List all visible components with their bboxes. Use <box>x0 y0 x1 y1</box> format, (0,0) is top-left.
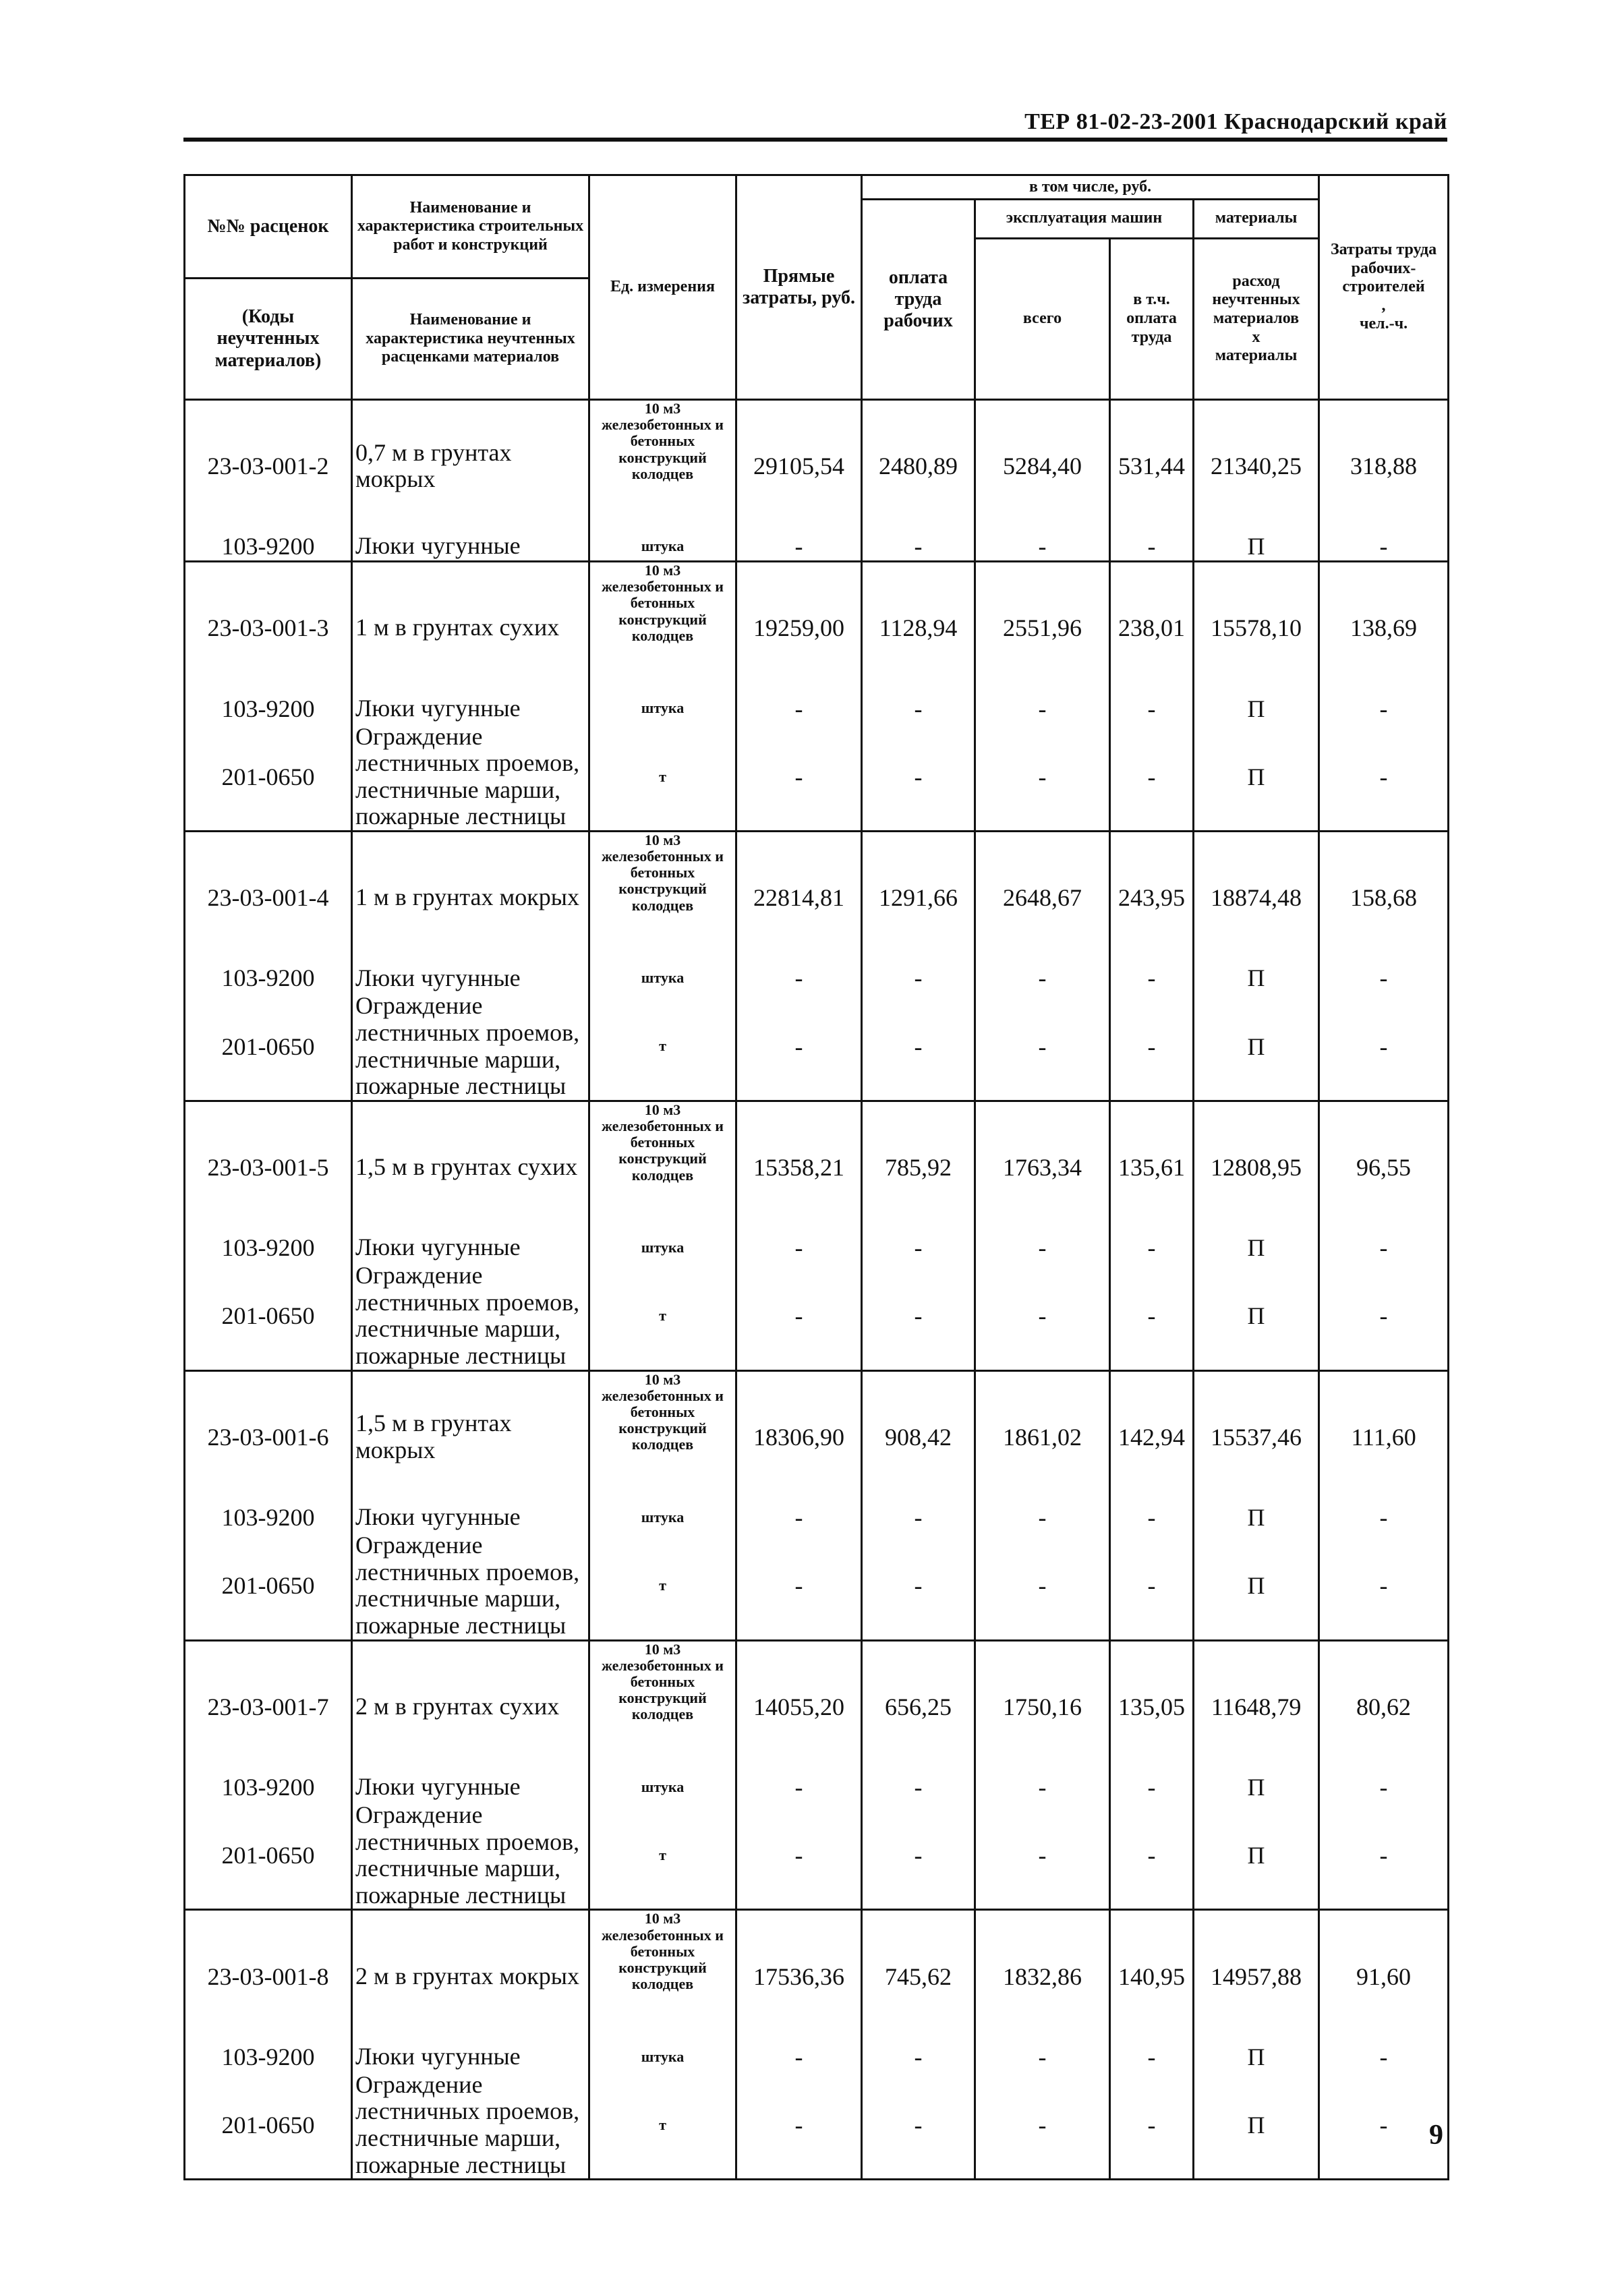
labor-cost: - <box>862 1532 975 1640</box>
direct-cost: - <box>736 724 862 832</box>
rate-code: 23-03-001-5 <box>185 1101 352 1233</box>
worker-hours: - <box>1319 1262 1449 1370</box>
header-name: Наименование и характеристика строительных работ и конструкций <box>352 175 589 279</box>
worker-hours: 91,60 <box>1319 1910 1449 2042</box>
material-cost: П <box>1194 532 1319 562</box>
labor-cost: 1128,94 <box>862 562 975 694</box>
rate-unit: 10 м3 железобетонных и бетонных конструкций колодцев <box>589 831 736 963</box>
machine-cost: - <box>975 1532 1110 1640</box>
labor-cost: 745,62 <box>862 1910 975 2042</box>
worker-hours: - <box>1319 1532 1449 1640</box>
rate-code: 23-03-001-8 <box>185 1910 352 2042</box>
material-cost: П <box>1194 2042 1319 2072</box>
rate-name: Ограждение лестничных проемов, лестничные марши, пожарные лестницы <box>352 993 589 1101</box>
direct-cost: 14055,20 <box>736 1640 862 1772</box>
machine-labor-cost: 142,94 <box>1110 1370 1194 1503</box>
material-cost: П <box>1194 1802 1319 1910</box>
header-incl: в том числе, руб. <box>862 175 1319 200</box>
material-cost: П <box>1194 1532 1319 1640</box>
direct-cost: - <box>736 694 862 724</box>
machine-cost: - <box>975 1233 1110 1262</box>
labor-cost: - <box>862 1233 975 1262</box>
material-row <box>185 1802 1449 1910</box>
machine-labor-cost: - <box>1110 2072 1194 2180</box>
rate-code: 103-9200 <box>185 2042 352 2072</box>
material-row <box>185 1532 1449 1640</box>
labor-cost: - <box>862 1503 975 1532</box>
rate-unit: 10 м3 железобетонных и бетонных конструкций колодцев <box>589 400 736 532</box>
rate-unit: 10 м3 железобетонных и бетонных конструкций колодцев <box>589 1910 736 2042</box>
header-rule <box>183 138 1447 142</box>
header-code-sub: (Коды неучтенных материалов) <box>185 279 352 400</box>
machine-labor-cost: 135,05 <box>1110 1640 1194 1772</box>
rate-unit: т <box>589 1802 736 1910</box>
machine-cost: - <box>975 993 1110 1101</box>
rate-unit: штука <box>589 2042 736 2072</box>
material-row <box>185 1772 1449 1802</box>
labor-cost: - <box>862 2042 975 2072</box>
direct-cost: - <box>736 993 862 1101</box>
worker-hours: - <box>1319 532 1449 562</box>
rate-code: 201-0650 <box>185 724 352 832</box>
machine-labor-cost: - <box>1110 1233 1194 1262</box>
machine-cost: 2648,67 <box>975 831 1110 963</box>
material-cost: 11648,79 <box>1194 1640 1319 1772</box>
header-name-sub: Наименование и характеристика неучтенных расценками материалов <box>352 279 589 400</box>
header-materials-sub <box>1194 238 1319 400</box>
material-cost: 18874,48 <box>1194 831 1319 963</box>
machine-labor-cost: 531,44 <box>1110 400 1194 532</box>
machine-labor-cost: - <box>1110 993 1194 1101</box>
rates-table <box>183 174 1449 2180</box>
rate-unit: штука <box>589 1233 736 1262</box>
rate-name: Люки чугунные <box>352 963 589 993</box>
page-number: 9 <box>1429 2120 1443 2151</box>
machine-cost: 2551,96 <box>975 562 1110 694</box>
labor-cost: - <box>862 993 975 1101</box>
direct-cost: 19259,00 <box>736 562 862 694</box>
rate-code: 23-03-001-6 <box>185 1370 352 1503</box>
machine-labor-cost: - <box>1110 1532 1194 1640</box>
material-cost: П <box>1194 724 1319 832</box>
rate-unit: т <box>589 724 736 832</box>
header-materials-sub-label: расход неучтенных материалов <box>1212 272 1300 327</box>
rate-name: 1 м в грунтах сухих <box>352 562 589 694</box>
document-header: ТЕР 81-02-23-2001 Краснодарский край <box>1024 109 1447 134</box>
worker-hours: - <box>1319 1503 1449 1532</box>
material-cost: 15537,46 <box>1194 1370 1319 1503</box>
direct-cost: 15358,21 <box>736 1101 862 1233</box>
rate-name: 2 м в грунтах сухих <box>352 1640 589 1772</box>
rate-unit: штука <box>589 1503 736 1532</box>
direct-cost: - <box>736 1503 862 1532</box>
rate-name: Ограждение лестничных проемов, лестничные марши, пожарные лестницы <box>352 724 589 832</box>
material-cost: 15578,10 <box>1194 562 1319 694</box>
worker-hours: - <box>1319 1802 1449 1910</box>
rate-code: 201-0650 <box>185 2072 352 2180</box>
direct-cost: - <box>736 1262 862 1370</box>
material-cost: П <box>1194 963 1319 993</box>
rate-code: 103-9200 <box>185 694 352 724</box>
rate-name: 1,5 м в грунтах сухих <box>352 1101 589 1233</box>
rate-row <box>185 562 1449 694</box>
direct-cost: - <box>736 1233 862 1262</box>
machine-labor-cost: - <box>1110 2042 1194 2072</box>
rate-code: 23-03-001-3 <box>185 562 352 694</box>
header-materials-label-2: материалы <box>1215 347 1298 365</box>
worker-hours: - <box>1319 963 1449 993</box>
rate-unit: штука <box>589 532 736 562</box>
machine-cost: 5284,40 <box>975 400 1110 532</box>
rate-row <box>185 831 1449 963</box>
rate-code: 23-03-001-2 <box>185 400 352 532</box>
material-row <box>185 724 1449 832</box>
machine-cost: - <box>975 1772 1110 1802</box>
machine-cost: 1763,34 <box>975 1101 1110 1233</box>
rate-row <box>185 1370 1449 1503</box>
worker-hours: 80,62 <box>1319 1640 1449 1772</box>
material-row <box>185 963 1449 993</box>
header-materials: материалы <box>1194 200 1319 239</box>
machine-labor-cost: - <box>1110 1503 1194 1532</box>
direct-cost: - <box>736 2072 862 2180</box>
rate-name: Люки чугунные <box>352 1772 589 1802</box>
worker-hours: - <box>1319 2042 1449 2072</box>
rate-code: 103-9200 <box>185 1772 352 1802</box>
machine-cost: 1861,02 <box>975 1370 1110 1503</box>
header-unit: Ед. измерения <box>589 175 736 400</box>
machine-cost: - <box>975 694 1110 724</box>
material-row <box>185 993 1449 1101</box>
direct-cost: - <box>736 1802 862 1910</box>
machine-labor-cost: - <box>1110 1262 1194 1370</box>
direct-cost: 22814,81 <box>736 831 862 963</box>
material-cost: П <box>1194 1772 1319 1802</box>
header-labor: оплата труда рабочих <box>862 200 975 400</box>
labor-cost: - <box>862 1772 975 1802</box>
rate-code: 23-03-001-7 <box>185 1640 352 1772</box>
worker-hours: 138,69 <box>1319 562 1449 694</box>
material-row <box>185 2042 1449 2072</box>
machine-labor-cost: 140,95 <box>1110 1910 1194 2042</box>
direct-cost: 18306,90 <box>736 1370 862 1503</box>
rate-name: Люки чугунные <box>352 694 589 724</box>
rate-name: Ограждение лестничных проемов, лестничные марши, пожарные лестницы <box>352 1532 589 1640</box>
direct-cost: - <box>736 1772 862 1802</box>
worker-hours: 96,55 <box>1319 1101 1449 1233</box>
header-machines-labor: в т.ч. оплата труда <box>1110 238 1194 400</box>
machine-labor-cost: - <box>1110 1802 1194 1910</box>
rate-name: Ограждение лестничных проемов, лестничные марши, пожарные лестницы <box>352 1262 589 1370</box>
material-cost: П <box>1194 1262 1319 1370</box>
direct-cost: 17536,36 <box>736 1910 862 2042</box>
machine-cost: - <box>975 724 1110 832</box>
material-cost: П <box>1194 1233 1319 1262</box>
material-cost: 14957,88 <box>1194 1910 1319 2042</box>
rate-code: 103-9200 <box>185 963 352 993</box>
machine-cost: - <box>975 2072 1110 2180</box>
machine-cost: 1750,16 <box>975 1640 1110 1772</box>
worker-hours: - <box>1319 2072 1449 2180</box>
rate-code: 103-9200 <box>185 1233 352 1262</box>
rate-unit: штука <box>589 1772 736 1802</box>
worker-hours: - <box>1319 993 1449 1101</box>
direct-cost: - <box>736 1532 862 1640</box>
labor-cost: - <box>862 963 975 993</box>
material-cost: 12808,95 <box>1194 1101 1319 1233</box>
worker-hours: - <box>1319 724 1449 832</box>
machine-cost: - <box>975 2042 1110 2072</box>
rate-code: 201-0650 <box>185 1262 352 1370</box>
rate-unit: т <box>589 1532 736 1640</box>
rate-name: Ограждение лестничных проемов, лестничные марши, пожарные лестницы <box>352 1802 589 1910</box>
material-row <box>185 2072 1449 2180</box>
rate-code: 201-0650 <box>185 993 352 1101</box>
direct-cost: - <box>736 2042 862 2072</box>
material-row <box>185 1503 1449 1532</box>
header-code: №№ расценок <box>185 175 352 279</box>
machine-cost: 1832,86 <box>975 1910 1110 2042</box>
direct-cost: - <box>736 963 862 993</box>
material-cost: П <box>1194 993 1319 1101</box>
material-cost: П <box>1194 2072 1319 2180</box>
rate-unit: 10 м3 железобетонных и бетонных конструкций колодцев <box>589 1640 736 1772</box>
material-cost: 21340,25 <box>1194 400 1319 532</box>
machine-labor-cost: - <box>1110 963 1194 993</box>
material-cost: П <box>1194 1503 1319 1532</box>
material-row <box>185 1262 1449 1370</box>
rate-unit: т <box>589 2072 736 2180</box>
machine-labor-cost: - <box>1110 532 1194 562</box>
rate-code: 103-9200 <box>185 532 352 562</box>
rate-row <box>185 1101 1449 1233</box>
header-materials-x: х <box>1252 328 1260 346</box>
worker-hours: - <box>1319 1233 1449 1262</box>
machine-cost: - <box>975 1262 1110 1370</box>
worker-hours: - <box>1319 1772 1449 1802</box>
machine-labor-cost: 135,61 <box>1110 1101 1194 1233</box>
direct-cost: 29105,54 <box>736 400 862 532</box>
rate-name: Люки чугунные <box>352 1233 589 1262</box>
material-cost: П <box>1194 694 1319 724</box>
header-workers-unit: чел.-ч. <box>1359 315 1408 333</box>
labor-cost: 2480,89 <box>862 400 975 532</box>
machine-labor-cost: 243,95 <box>1110 831 1194 963</box>
rate-unit: 10 м3 железобетонных и бетонных конструкций колодцев <box>589 1370 736 1503</box>
material-row <box>185 532 1449 562</box>
labor-cost: 1291,66 <box>862 831 975 963</box>
rate-name: 1,5 м в грунтах мокрых <box>352 1370 589 1503</box>
labor-cost: - <box>862 532 975 562</box>
rate-unit: т <box>589 1262 736 1370</box>
machine-labor-cost: - <box>1110 694 1194 724</box>
machine-cost: - <box>975 532 1110 562</box>
worker-hours: 111,60 <box>1319 1370 1449 1503</box>
labor-cost: - <box>862 694 975 724</box>
labor-cost: - <box>862 1262 975 1370</box>
header-workers-label: Затраты труда рабочих-строителей <box>1330 241 1437 296</box>
labor-cost: - <box>862 1802 975 1910</box>
rate-row <box>185 1640 1449 1772</box>
direct-cost: - <box>736 532 862 562</box>
labor-cost: 908,42 <box>862 1370 975 1503</box>
rate-unit: 10 м3 железобетонных и бетонных конструкций колодцев <box>589 562 736 694</box>
rate-unit: 10 м3 железобетонных и бетонных конструкций колодцев <box>589 1101 736 1233</box>
machine-cost: - <box>975 1503 1110 1532</box>
rate-code: 201-0650 <box>185 1802 352 1910</box>
rate-name: Люки чугунные <box>352 532 589 562</box>
machine-cost: - <box>975 1802 1110 1910</box>
rate-name: 2 м в грунтах мокрых <box>352 1910 589 2042</box>
header-machines-total: всего <box>975 238 1110 400</box>
rate-row <box>185 1910 1449 2042</box>
material-row <box>185 1233 1449 1262</box>
rate-unit: т <box>589 993 736 1101</box>
rate-name: 1 м в грунтах мокрых <box>352 831 589 963</box>
worker-hours: 318,88 <box>1319 400 1449 532</box>
labor-cost: - <box>862 2072 975 2180</box>
header-direct: Прямые затраты, руб. <box>736 175 862 400</box>
worker-hours: - <box>1319 694 1449 724</box>
labor-cost: 656,25 <box>862 1640 975 1772</box>
labor-cost: - <box>862 724 975 832</box>
machine-labor-cost: - <box>1110 724 1194 832</box>
rate-row <box>185 400 1449 532</box>
machine-labor-cost: 238,01 <box>1110 562 1194 694</box>
rate-code: 201-0650 <box>185 1532 352 1640</box>
labor-cost: 785,92 <box>862 1101 975 1233</box>
rate-code: 23-03-001-4 <box>185 831 352 963</box>
material-row <box>185 694 1449 724</box>
rate-name: Люки чугунные <box>352 2042 589 2072</box>
rate-name: Люки чугунные <box>352 1503 589 1532</box>
header-machines: эксплуатация машин <box>975 200 1194 239</box>
rate-unit: штука <box>589 694 736 724</box>
machine-cost: - <box>975 963 1110 993</box>
header-workers: Затраты труда рабочих-строителей , чел.-ч. <box>1319 175 1449 400</box>
rate-name: Ограждение лестничных проемов, лестничные марши, пожарные лестницы <box>352 2072 589 2180</box>
worker-hours: 158,68 <box>1319 831 1449 963</box>
rate-unit: штука <box>589 963 736 993</box>
rate-code: 103-9200 <box>185 1503 352 1532</box>
machine-labor-cost: - <box>1110 1772 1194 1802</box>
rate-name: 0,7 м в грунтах мокрых <box>352 400 589 532</box>
